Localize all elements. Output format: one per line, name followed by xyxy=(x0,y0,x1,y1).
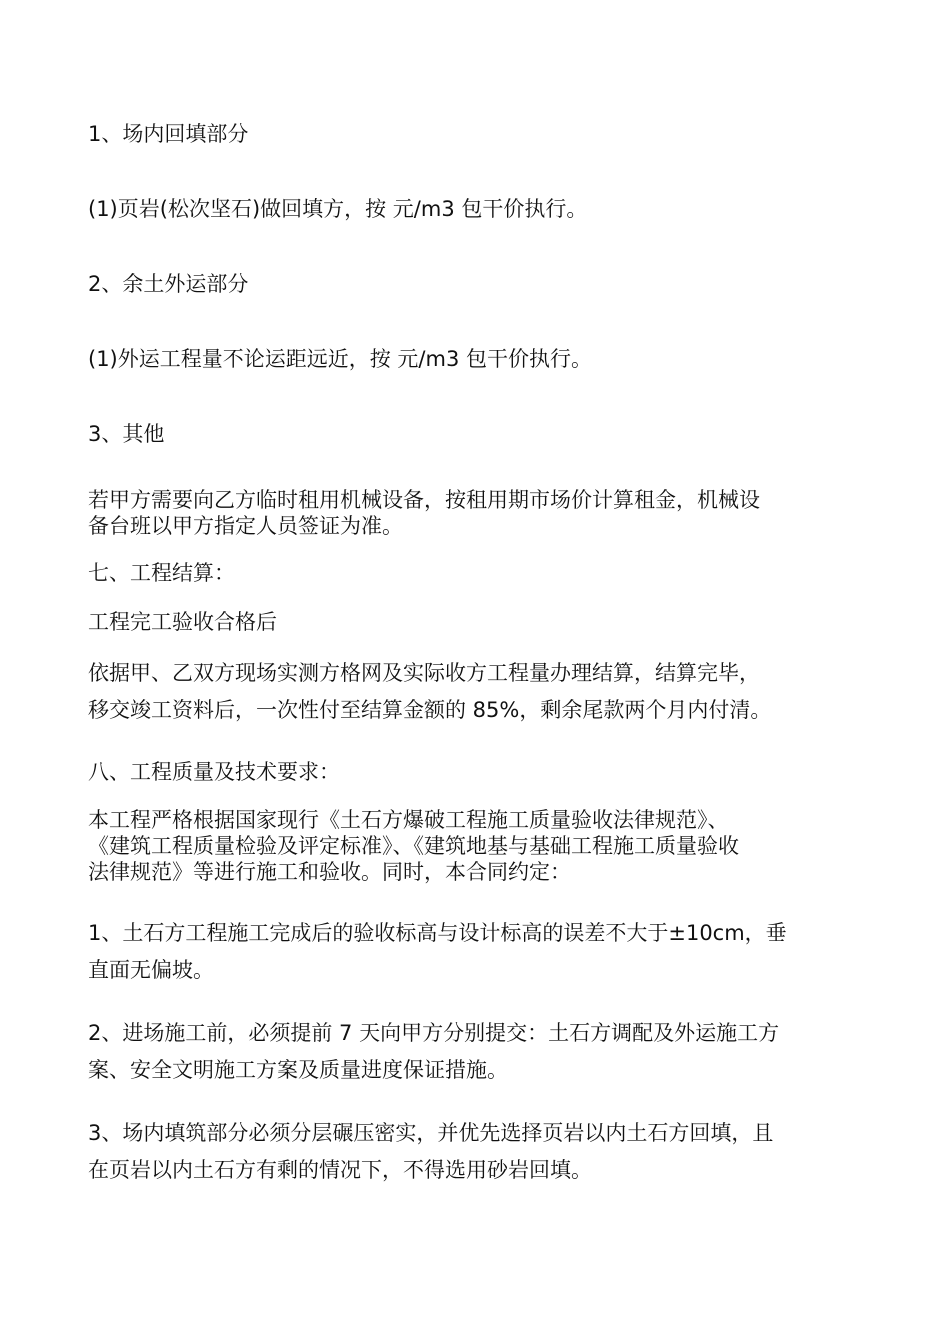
paragraph-settlement-terms xyxy=(88,655,868,729)
text-line: 工程完工验收合格后 xyxy=(88,610,277,634)
section-heading-backfill xyxy=(88,116,868,153)
text-line: 2、进场施工前，必须提前 7 天向甲方分别提交：土石方调配及外运施工方 xyxy=(88,1021,780,1045)
text-line: 法律规范》等进行施工和验收。同时，本合同约定： xyxy=(88,860,571,884)
paragraph-compaction xyxy=(88,1115,868,1189)
text-line: 本工程严格根据国家现行《土石方爆破工程施工质量验收法律规范》、 xyxy=(88,808,729,832)
text-line: 依据甲、乙双方现场实测方格网及实际收方工程量办理结算，结算完毕， xyxy=(88,661,760,685)
text-line: 3、场内填筑部分必须分层碾压密实，并优先选择页岩以内土石方回填，且 xyxy=(88,1121,774,1145)
text-line: 1、土石方工程施工完成后的验收标高与设计标高的误差不大于±10cm，垂 xyxy=(88,921,787,945)
text-line: 3、其他 xyxy=(88,422,165,446)
text-line: 在页岩以内土石方有剩的情况下，不得选用砂岩回填。 xyxy=(88,1158,592,1182)
paragraph-elevation-tolerance xyxy=(88,915,868,989)
section-heading-other xyxy=(88,416,868,453)
section-heading-excess-soil xyxy=(88,266,868,303)
paragraph-submission-plan xyxy=(88,1015,868,1089)
text-line: (1)页岩(松次坚石)做回填方，按 元/m3 包干价执行。 xyxy=(88,197,588,221)
text-line: 2、余土外运部分 xyxy=(88,272,249,296)
paragraph-shale-backfill xyxy=(88,191,868,228)
section-heading-quality xyxy=(88,754,868,791)
text-line: 七、工程结算： xyxy=(88,561,235,585)
paragraph-acceptance xyxy=(88,604,868,641)
text-line: 《建筑工程质量检验及评定标准》、《建筑地基与基础工程施工质量验收 xyxy=(88,834,739,858)
text-line: 案、安全文明施工方案及质量进度保证措施。 xyxy=(88,1058,508,1082)
paragraph-equipment-rental xyxy=(88,487,868,539)
text-line: 若甲方需要向乙方临时租用机械设备，按租用期市场价计算租金，机械设 xyxy=(88,488,760,512)
paragraph-quality-standards xyxy=(88,807,868,885)
text-line: 备台班以甲方指定人员签证为准。 xyxy=(88,514,403,538)
paragraph-haulage xyxy=(88,341,868,378)
text-line: 1、场内回填部分 xyxy=(88,122,249,146)
text-line: 直面无偏坡。 xyxy=(88,958,214,982)
text-line: (1)外运工程量不论运距远近，按 元/m3 包干价执行。 xyxy=(88,347,592,371)
text-line: 移交竣工资料后，一次性付至结算金额的 85%，剩余尾款两个月内付清。 xyxy=(88,698,772,722)
section-heading-settlement xyxy=(88,555,868,592)
text-line: 八、工程质量及技术要求： xyxy=(88,760,340,784)
